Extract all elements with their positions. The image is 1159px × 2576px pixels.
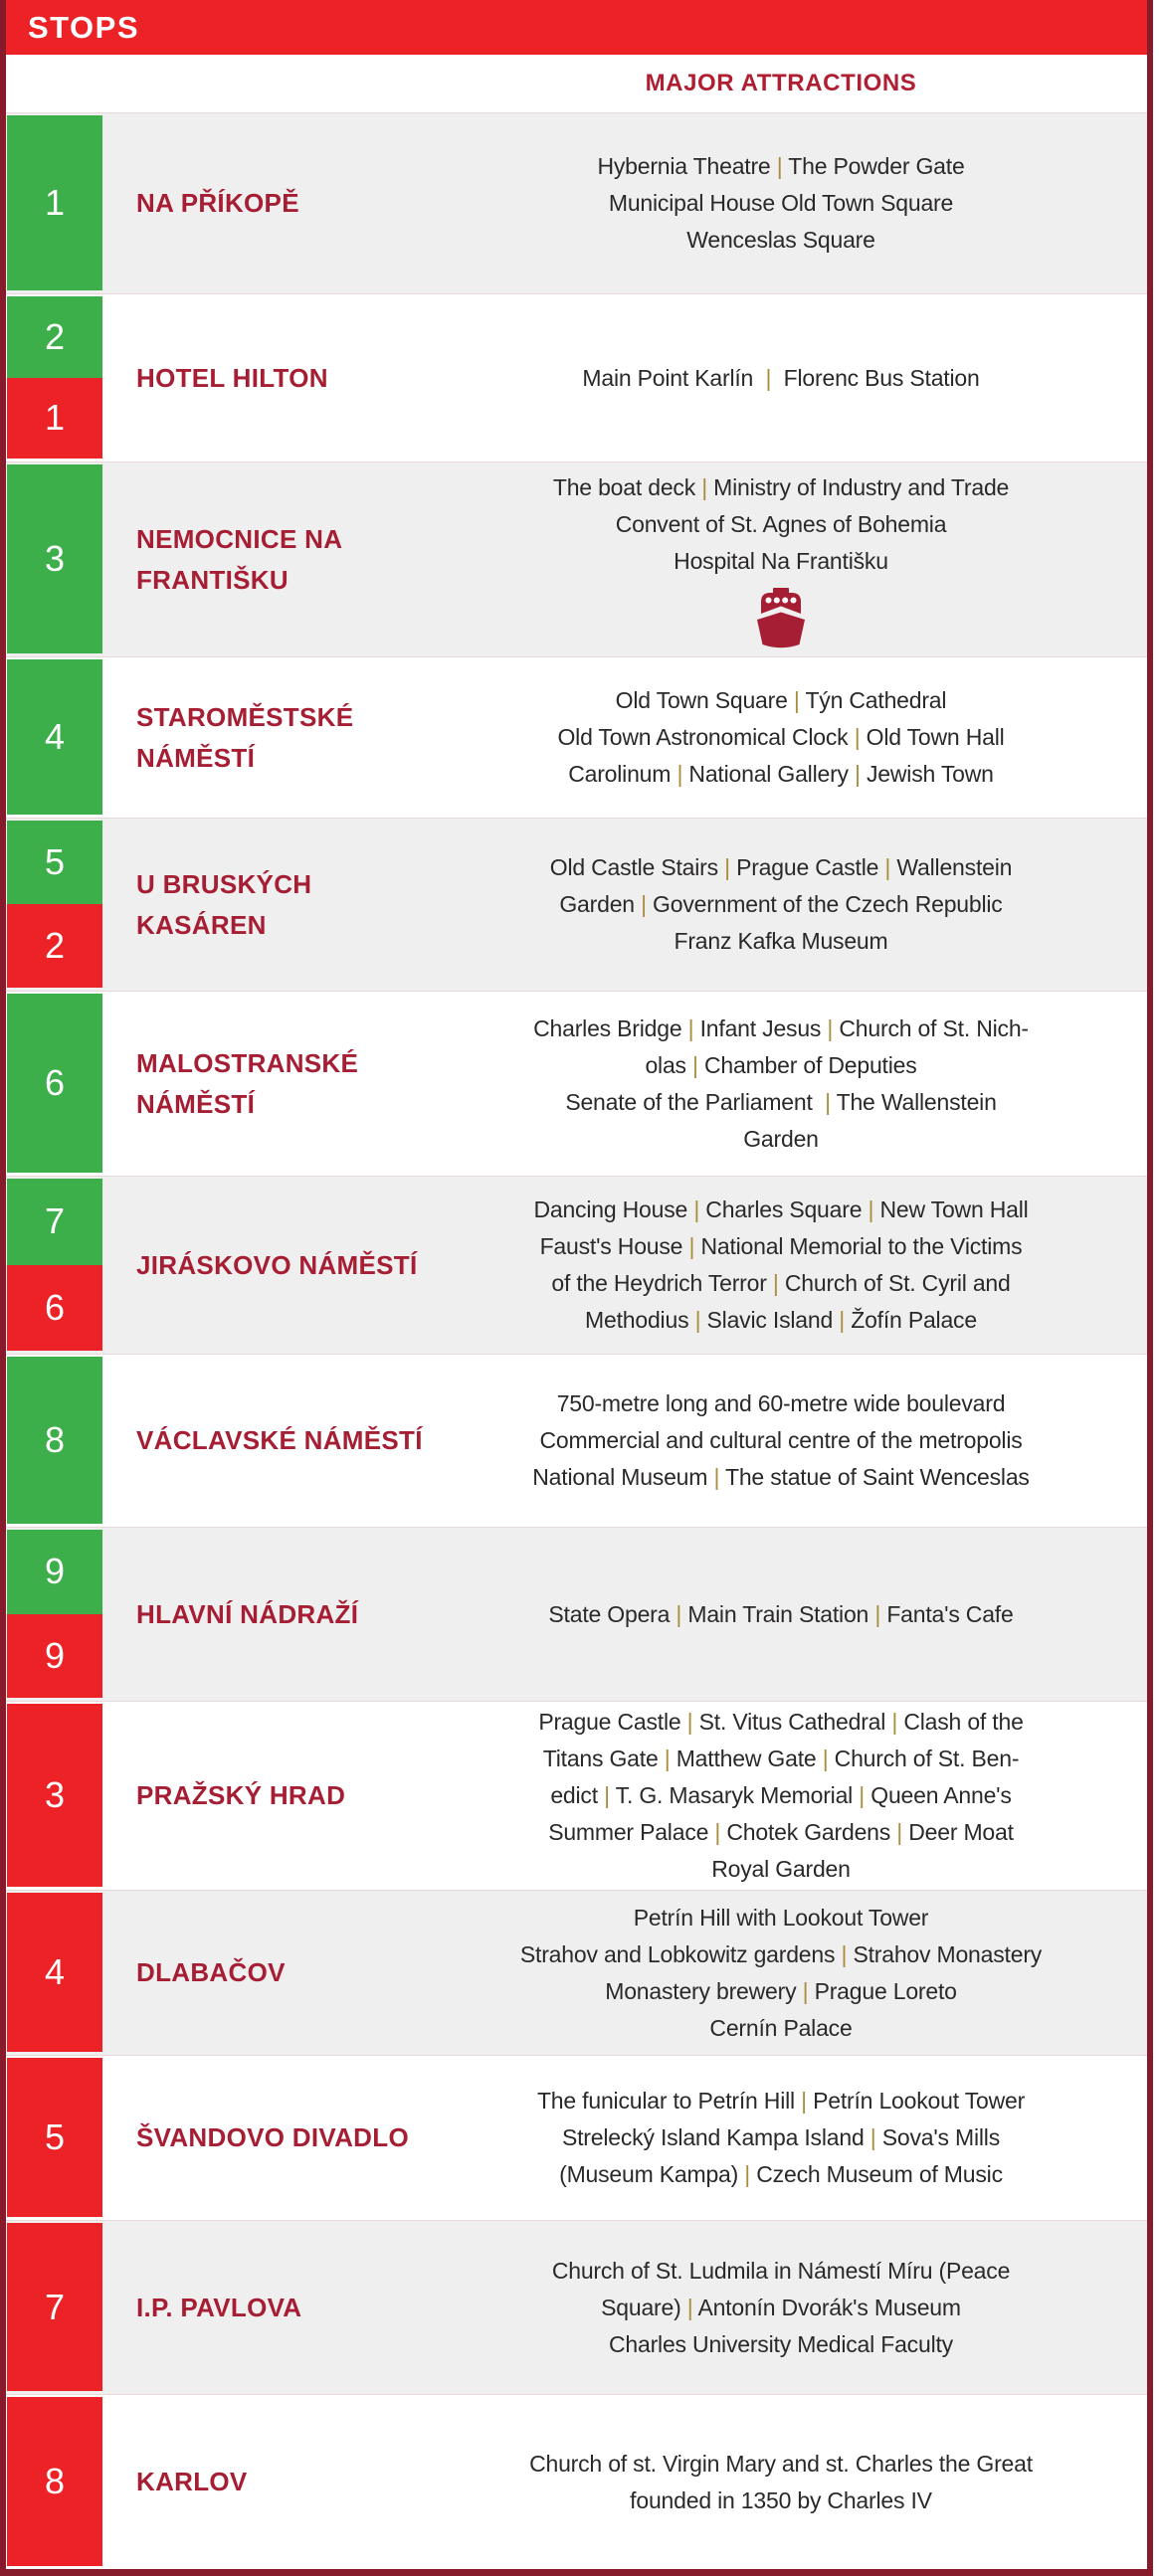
stop-number-badges bbox=[7, 821, 102, 988]
stop-name: NEMOCNICE NA FRANTIŠKU bbox=[136, 524, 342, 595]
attraction-line: Monastery brewery | Prague Loreto bbox=[605, 1977, 957, 2004]
red-line-stop-number-badge: 2 bbox=[7, 904, 102, 988]
stops-table-body bbox=[6, 112, 1147, 2569]
stop-attractions bbox=[435, 469, 1147, 649]
gold-divider: | bbox=[772, 1270, 779, 1296]
column-header-row bbox=[6, 55, 1147, 112]
stop-number-badges bbox=[7, 659, 102, 815]
gold-divider: | bbox=[688, 1233, 695, 1259]
gold-divider: | bbox=[694, 1307, 701, 1333]
gold-divider: | bbox=[854, 724, 861, 750]
stop-number-badges bbox=[7, 994, 102, 1173]
gold-divider: | bbox=[825, 1088, 831, 1115]
stops-header-bar bbox=[6, 0, 1147, 55]
attraction-line: Old Town Square | Týn Cathedral bbox=[615, 687, 947, 713]
page-title: STOPS bbox=[28, 9, 140, 45]
green-line-stop-number-badge: 1 bbox=[7, 115, 102, 290]
stop-number-badges bbox=[7, 2058, 102, 2217]
attraction-line: Cernín Palace bbox=[709, 2014, 853, 2041]
attraction-line: The funicular to Petrín Hill | Petrín Lookout Tower bbox=[536, 2088, 1026, 2114]
attraction-line: Old Castle Stairs | Prague Castle | Wallenstein bbox=[549, 854, 1013, 880]
gold-divider: | bbox=[744, 2161, 751, 2187]
green-line-stop-number-badge: 5 bbox=[7, 821, 102, 904]
green-line-stop-number-badge: 4 bbox=[7, 659, 102, 815]
red-line-stop-number-badge: 6 bbox=[7, 1265, 102, 1352]
stop-name: DLABAČOV bbox=[136, 1957, 286, 1988]
stop-attractions bbox=[435, 1011, 1147, 1158]
green-line-stop-number-badge: 7 bbox=[7, 1179, 102, 1265]
attraction-line: Royal Garden bbox=[711, 1856, 851, 1882]
gold-divider: | bbox=[801, 2088, 807, 2114]
gold-divider: | bbox=[874, 1600, 881, 1627]
attraction-line: Wenceslas Square bbox=[686, 227, 875, 253]
red-line-stop-number-badge: 7 bbox=[7, 2223, 102, 2391]
stop-row bbox=[6, 293, 1147, 461]
red-line-stop-number-badge: 3 bbox=[7, 1704, 102, 1887]
stop-attractions bbox=[435, 148, 1147, 259]
attraction-line: Square) | Antonín Dvorák's Museum bbox=[601, 2294, 961, 2320]
gold-divider: | bbox=[713, 1464, 720, 1490]
attraction-line: Church of st. Virgin Mary and st. Charles the Great bbox=[529, 2450, 1033, 2477]
stop-attractions bbox=[435, 1704, 1147, 1888]
gold-divider: | bbox=[793, 687, 800, 713]
stop-name: I.P. PAVLOVA bbox=[136, 2292, 302, 2322]
stop-attractions bbox=[435, 2083, 1147, 2193]
attraction-line: 750-metre long and 60-metre wide boulevard bbox=[556, 1390, 1006, 1416]
gold-divider: | bbox=[686, 1709, 693, 1735]
red-line-stop-number-badge: 5 bbox=[7, 2058, 102, 2217]
gold-divider: | bbox=[687, 1014, 694, 1041]
attraction-line: Carolinum | National Gallery | Jewish Town bbox=[568, 761, 994, 787]
attraction-line: (Museum Kampa) | Czech Museum of Music bbox=[559, 2161, 1003, 2187]
green-line-stop-number-badge: 2 bbox=[7, 296, 102, 378]
stop-name: PRAŽSKÝ HRAD bbox=[136, 1780, 346, 1811]
green-line-stop-number-badge: 6 bbox=[7, 994, 102, 1173]
stop-row bbox=[6, 1890, 1147, 2055]
stop-number-badges bbox=[7, 2397, 102, 2566]
gold-divider: | bbox=[664, 1746, 671, 1771]
gold-divider: | bbox=[839, 1307, 846, 1333]
red-line-stop-number-badge: 8 bbox=[7, 2397, 102, 2566]
red-line-stop-number-badge: 1 bbox=[7, 378, 102, 460]
stop-attractions bbox=[435, 1596, 1147, 1633]
stop-row bbox=[6, 112, 1147, 293]
gold-divider: | bbox=[693, 1196, 700, 1222]
red-line-stop-number-badge: 4 bbox=[7, 1893, 102, 2052]
stop-attractions bbox=[435, 1192, 1147, 1339]
attraction-line: Charles Bridge | Infant Jesus | Church of St. Nich- bbox=[533, 1014, 1029, 1041]
stop-row bbox=[6, 2055, 1147, 2220]
stop-row bbox=[6, 818, 1147, 991]
stop-number-badges bbox=[7, 1530, 102, 1698]
gold-divider: | bbox=[724, 854, 730, 880]
stop-number-badges bbox=[7, 115, 102, 290]
gold-divider: | bbox=[802, 1977, 809, 2004]
stop-number-badges bbox=[7, 1179, 102, 1351]
attraction-line: Summer Palace | Chotek Gardens | Deer Moat bbox=[548, 1819, 1014, 1845]
gold-divider: | bbox=[676, 761, 683, 787]
stop-row bbox=[6, 461, 1147, 656]
attraction-line: founded in 1350 by Charles IV bbox=[630, 2486, 932, 2513]
attraction-line: Charles University Medical Faculty bbox=[609, 2330, 953, 2357]
attraction-line: of the Heydrich Terror | Church of St. Cyril and bbox=[551, 1270, 1011, 1296]
gold-divider: | bbox=[676, 1600, 682, 1627]
stop-number-badges bbox=[7, 296, 102, 459]
attraction-line: National Museum | The statue of Saint Wenceslas bbox=[532, 1464, 1030, 1490]
gold-divider: | bbox=[686, 2294, 693, 2320]
attraction-line: Dancing House | Charles Square | New Town Hall bbox=[533, 1196, 1029, 1222]
gold-divider: | bbox=[859, 1782, 866, 1808]
green-line-stop-number-badge: 3 bbox=[7, 464, 102, 653]
stop-attractions bbox=[435, 682, 1147, 793]
gold-divider: | bbox=[827, 1014, 834, 1041]
gold-divider: | bbox=[692, 1051, 698, 1078]
attraction-line: Garden | Government of the Czech Republic bbox=[559, 891, 1003, 917]
gold-divider: | bbox=[776, 153, 783, 179]
attraction-line: Senate of the Parliament | The Wallenstein bbox=[565, 1088, 997, 1115]
gold-divider: | bbox=[841, 1940, 848, 1967]
attraction-line: Strahov and Lobkowitz gardens | Strahov Monastery bbox=[519, 1940, 1043, 1967]
green-line-stop-number-badge: 9 bbox=[7, 1530, 102, 1614]
stop-name: KARLOV bbox=[136, 2467, 248, 2497]
gold-divider: | bbox=[641, 891, 647, 917]
attraction-line: Old Town Astronomical Clock | Old Town Hall bbox=[557, 724, 1005, 750]
stop-name: STAROMĚSTSKÉ NÁMĚSTÍ bbox=[136, 702, 354, 773]
stop-name: HLAVNÍ NÁDRAŽÍ bbox=[136, 1598, 359, 1629]
stop-number-badges bbox=[7, 1893, 102, 2052]
stop-number-badges bbox=[7, 1704, 102, 1887]
stop-row bbox=[6, 1176, 1147, 1354]
stop-attractions bbox=[435, 1900, 1147, 2047]
attraction-line: Petrín Hill with Lookout Tower bbox=[633, 1904, 929, 1931]
attraction-line: Commercial and cultural centre of the metropolis bbox=[539, 1427, 1023, 1453]
attraction-line: Faust's House | National Memorial to the Victims bbox=[539, 1233, 1023, 1259]
stop-name: JIRÁSKOVO NÁMĚSTÍ bbox=[136, 1249, 418, 1280]
attraction-line: edict | T. G. Masaryk Memorial | Queen Anne's bbox=[550, 1782, 1012, 1808]
attraction-line: Municipal House Old Town Square bbox=[608, 190, 954, 216]
gold-divider: | bbox=[714, 1819, 721, 1845]
attractions-column-header: MAJOR ATTRACTIONS bbox=[645, 70, 917, 96]
gold-divider: | bbox=[604, 1782, 610, 1808]
green-line-stop-number-badge: 8 bbox=[7, 1357, 102, 1524]
stop-row bbox=[6, 1354, 1147, 1527]
stop-row bbox=[6, 2220, 1147, 2394]
attraction-line: Prague Castle | St. Vitus Cathedral | Clash of the bbox=[538, 1709, 1024, 1735]
stop-name: NA PŘÍKOPĚ bbox=[136, 188, 299, 219]
attraction-line: State Opera | Main Train Station | Fanta's Cafe bbox=[548, 1600, 1014, 1627]
attraction-line: Titans Gate | Matthew Gate | Church of St. Ben- bbox=[542, 1746, 1020, 1771]
gold-divider: | bbox=[822, 1746, 829, 1771]
stop-row bbox=[6, 656, 1147, 818]
stop-attractions bbox=[435, 1385, 1147, 1496]
attraction-line: Convent of St. Agnes of Bohemia bbox=[615, 511, 947, 537]
attraction-line: Hybernia Theatre | The Powder Gate bbox=[597, 153, 965, 179]
gold-divider: | bbox=[891, 1709, 898, 1735]
attraction-line: The boat deck | Ministry of Industry and Trade bbox=[552, 474, 1010, 500]
attraction-line: Garden bbox=[743, 1125, 819, 1152]
attraction-line: olas | Chamber of Deputies bbox=[645, 1051, 917, 1078]
red-line-stop-number-badge: 9 bbox=[7, 1614, 102, 1699]
attraction-line: Main Point Karlín | Florenc Bus Station bbox=[582, 364, 980, 391]
stop-row bbox=[6, 1701, 1147, 1890]
gold-divider: | bbox=[884, 854, 891, 880]
stop-row bbox=[6, 991, 1147, 1176]
stop-attractions bbox=[435, 360, 1147, 397]
stop-row bbox=[6, 1527, 1147, 1701]
attraction-line: Church of St. Ludmila in Námestí Míru (Peace bbox=[551, 2257, 1011, 2284]
stop-name: U BRUSKÝCH KASÁREN bbox=[136, 869, 312, 940]
gold-divider: | bbox=[765, 364, 772, 391]
stop-name: HOTEL HILTON bbox=[136, 362, 328, 393]
stop-name: ŠVANDOVO DIVADLO bbox=[136, 2122, 409, 2153]
stop-attractions bbox=[435, 849, 1147, 960]
stop-number-badges bbox=[7, 1357, 102, 1524]
gold-divider: | bbox=[868, 1196, 874, 1222]
stop-attractions bbox=[435, 2446, 1147, 2519]
attraction-line: Methodius | Slavic Island | Žofín Palace bbox=[585, 1307, 977, 1333]
stop-row bbox=[6, 2394, 1147, 2569]
attraction-line: Strelecký Island Kampa Island | Sova's Mills bbox=[561, 2124, 1001, 2150]
stop-attractions bbox=[435, 2253, 1147, 2363]
stop-number-badges bbox=[7, 2223, 102, 2391]
boat-icon bbox=[753, 588, 809, 649]
stop-name: MALOSTRANSKÉ NÁMĚSTÍ bbox=[136, 1048, 359, 1119]
gold-divider: | bbox=[896, 1819, 903, 1845]
stop-name: VÁCLAVSKÉ NÁMĚSTÍ bbox=[136, 1425, 423, 1456]
gold-divider: | bbox=[869, 2124, 876, 2150]
gold-divider: | bbox=[855, 761, 861, 787]
gold-divider: | bbox=[701, 474, 707, 500]
attraction-line: Hospital Na Františku bbox=[674, 548, 888, 574]
stop-number-badges bbox=[7, 464, 102, 653]
attraction-line: Franz Kafka Museum bbox=[674, 928, 888, 954]
